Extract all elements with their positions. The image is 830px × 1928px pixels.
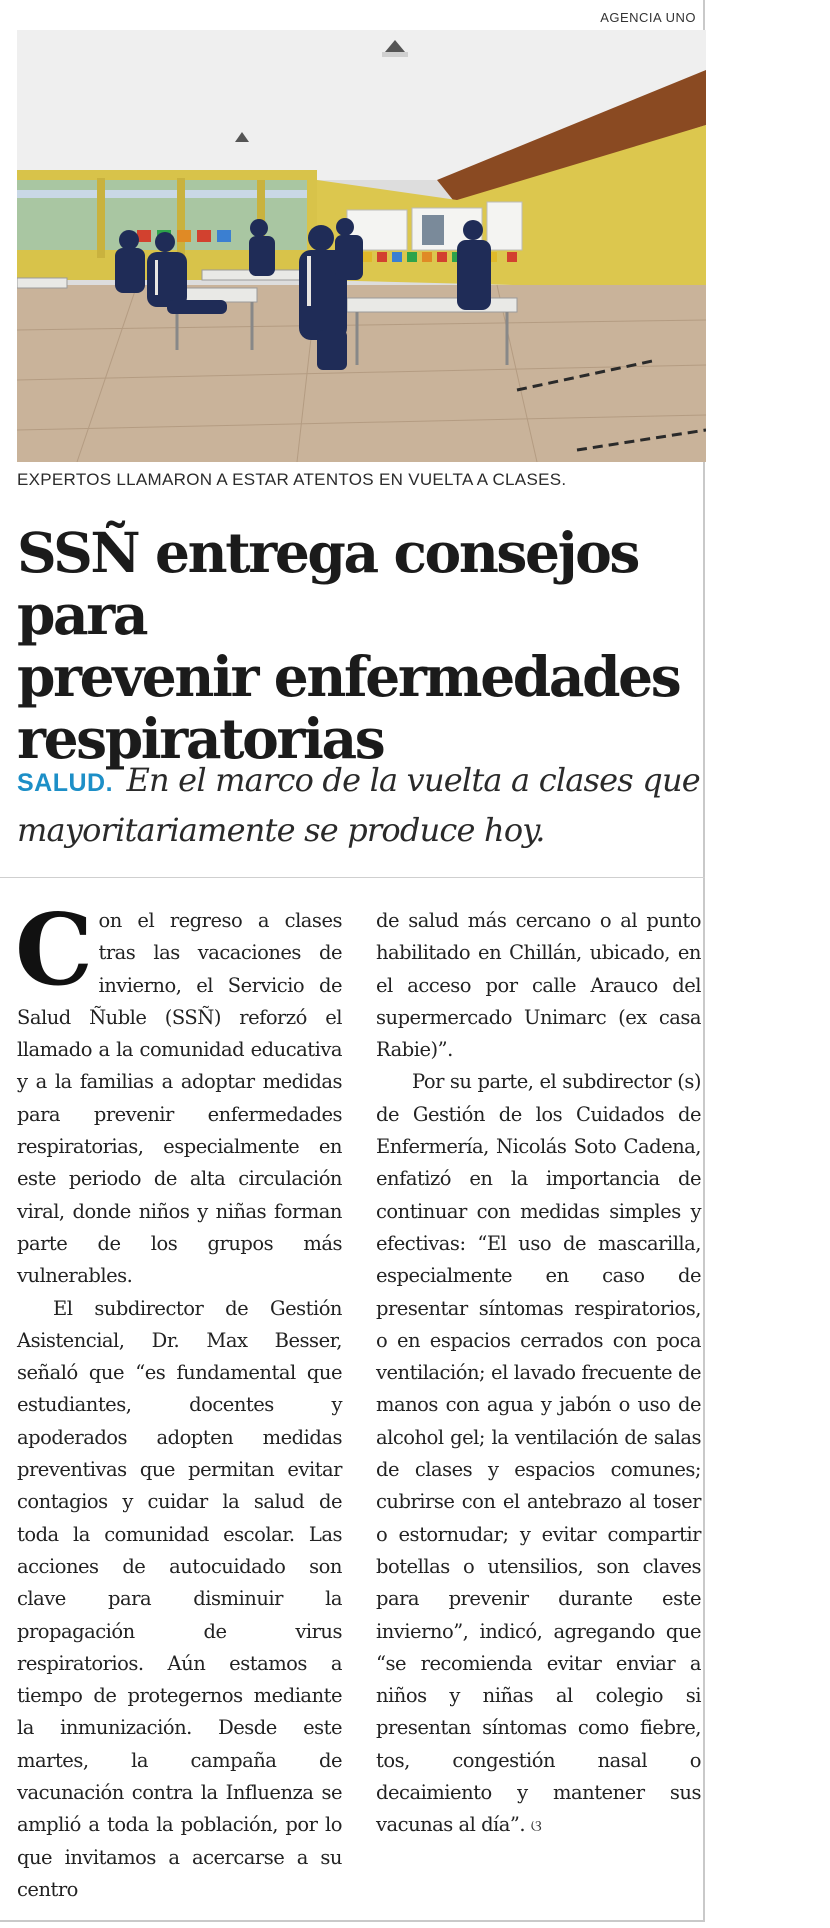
paragraph [15,893,342,1293]
article-column-left [15,893,342,1906]
section-tag: SALUD. [17,769,114,797]
end-mark-icon: ଓ [530,1816,542,1836]
paragraph-text: on el regreso a clases tras las vacaciones de invierno, el Servicio de Salud Ñuble (SSÑ) reforzó el llamado a la comunidad educativa y a la familias a adoptar medidas para prevenir enfermedades respiratorias, especialmente en este periodo de alta circulación viral, donde niños y niñas forman parte de los grupos más vulnerables. [17,909,342,1288]
drop-cap: C [15,893,93,1008]
paragraph: El subdirector de Gestión Asistencial, Dr. Max Besser, señaló que “es fundamental que estudiantes, docentes y apoderados adopten medidas preventivas que permitan evitar contagios y cuidar la salud de toda la comunidad escolar. Las acciones de autocuidado son clave para disminuir la propagación de virus respiratorios. Aún estamos a tiempo de protegernos mediante la inmunización. Desde este martes, la campaña de vacunación contra la Influenza se amplió a toda la población, por lo que invitamos a acercarse a su centro [17,1296,342,1901]
paragraph [376,1066,701,1842]
classroom-photo [17,30,706,462]
subheadline-text: En el marco de la vuelta a clases que mayoritariamente se produce hoy. [17,761,700,849]
article-column-right [376,905,701,1843]
divider [0,877,705,878]
paragraph-text: Por su parte, el subdirector (s) de Gestión de los Cuidados de Enfermería, Nicolás Soto Cadena, enfatizó en la importancia de continuar con medidas simples y efectivas: “El uso de mascarilla, especialmente en caso de presentar síntomas respiratorios, o en espacios cerrados con poca ventilación; el lavado frecuente de manos con agua y jabón o uso de alcohol gel; la ventilación de salas de clases y espacios comunes; cubrirse con el antebrazo al toser o estornudar; y evitar compartir botellas o utensilios, son claves para prevenir durante este invierno”, indicó, agregando que “se recomienda evitar enviar a niños y niñas al colegio si presentan síntomas como fiebre, tos, congestión nasal o decaimiento y mantener sus vacunas al día”. [376,1070,701,1837]
headline-line-2: prevenir enfermedades [17,644,680,709]
photo-credit: AGENCIA UNO [600,10,696,25]
photo-caption: EXPERTOS LLAMARON A ESTAR ATENTOS EN VUELTA A CLASES. [17,470,567,489]
headline-line-3: respiratorias [17,706,384,771]
subheadline [17,757,707,854]
paragraph: de salud más cercano o al punto habilitado en Chillán, ubicado, en el acceso por calle Arauco del supermercado Unimarc (ex casa Rabie)”. [376,909,701,1062]
headline-line-1: SSÑ entrega consejos para [17,520,638,647]
headline [17,522,707,770]
article-photo [17,30,706,462]
